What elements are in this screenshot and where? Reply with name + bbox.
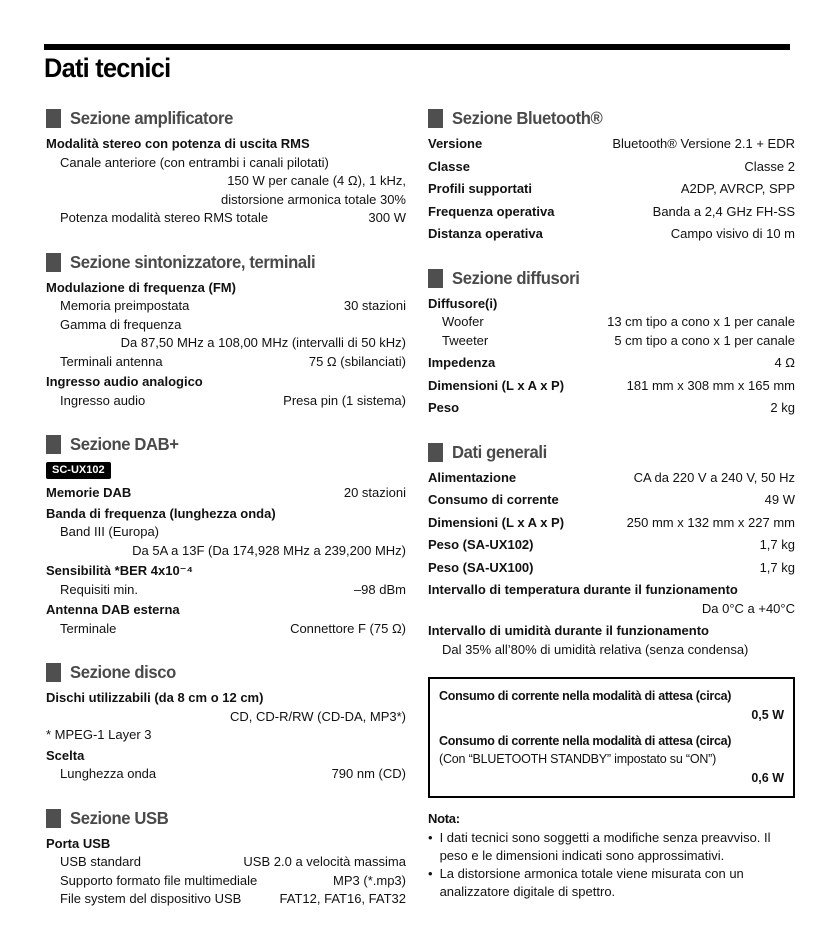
- spec-row: Modulazione di frequenza (FM): [46, 279, 236, 295]
- spec-value: 49 W: [764, 492, 795, 507]
- spec-label: USB standard: [60, 854, 141, 869]
- spec-subrow: [428, 313, 795, 332]
- spec-value: 181 mm x 308 mm x 165 mm: [626, 377, 795, 393]
- spec-row: [428, 158, 795, 177]
- spec-value: 1,7 kg: [759, 559, 795, 575]
- spec-row: Sensibilità *BER 4x10⁻⁴: [46, 563, 193, 578]
- spec-value: 75 Ω (sbilanciati): [308, 353, 406, 369]
- spec-value: Bluetooth® Versione 2.1 + EDR: [612, 136, 795, 151]
- section-square-icon: [46, 253, 61, 272]
- note-bullet: [428, 865, 795, 900]
- model-badge: SC-UX102: [46, 462, 111, 479]
- spec-value: 2 kg: [770, 400, 795, 415]
- spec-label: Memoria preimpostata: [60, 298, 190, 313]
- spec-subrow: [46, 209, 406, 228]
- spec-row: Ingresso audio analogico: [46, 374, 203, 389]
- spec-value: 250 mm x 132 mm x 227 mm: [626, 514, 795, 530]
- bullet-icon: •: [428, 830, 433, 845]
- spec-label: Peso (SA-UX102): [428, 537, 534, 552]
- note-text: I dati tecnici sono soggetti a modifiche senza preavviso. Il peso e le dimensioni indicati sono approssimativi.: [439, 830, 771, 863]
- spec-label: Memorie DAB: [46, 485, 132, 500]
- spec-value-line: Da 5A a 13F (Da 174,928 MHz a 239,200 MHz): [132, 542, 406, 558]
- notes-block: [428, 810, 795, 900]
- spec-label: Consumo di corrente: [428, 492, 559, 507]
- note-text: La distorsione armonica totale viene misurata con un analizzatore digitale di spettro.: [439, 866, 744, 899]
- spec-label: Impedenza: [428, 355, 496, 370]
- section: [428, 268, 795, 418]
- section-square-icon: [46, 109, 61, 128]
- section: [46, 252, 406, 411]
- spec-label: Frequenza operativa: [428, 203, 555, 219]
- spec-label: Potenza modalità stereo RMS totale: [60, 210, 269, 225]
- spec-value: Classe 2: [744, 158, 795, 174]
- spec-row: [428, 399, 795, 418]
- section-header: [428, 108, 795, 129]
- section-title: Sezione Bluetooth®: [452, 108, 603, 128]
- section-title: Sezione sintonizzatore, terminali: [70, 251, 316, 272]
- spec-value: A2DP, AVRCP, SPP: [680, 181, 795, 196]
- spec-label: Woofer: [442, 314, 484, 329]
- section: [46, 808, 406, 909]
- spec-value: 5 cm tipo a cono x 1 per canale: [614, 332, 795, 348]
- spec-row: [428, 469, 795, 488]
- spec-subrow: [428, 332, 795, 351]
- spec-value: 13 cm tipo a cono x 1 per canale: [607, 314, 795, 329]
- spec-row: [428, 559, 795, 578]
- spec-label: Classe: [428, 158, 470, 174]
- spec-value: USB 2.0 a velocità massima: [243, 854, 406, 869]
- section: [428, 108, 795, 244]
- note-heading: Nota:: [428, 811, 460, 826]
- spec-value-line: Da 87,50 MHz a 108,00 MHz (intervalli di 50 kHz): [120, 335, 406, 350]
- section: [46, 108, 406, 228]
- spec-subrow: [46, 353, 406, 372]
- spec-row: Dischi utilizzabili (da 8 cm o 12 cm): [46, 690, 264, 705]
- spec-row: [428, 225, 795, 244]
- spec-row: [428, 377, 795, 396]
- columns: [46, 96, 795, 909]
- box-heading: Consumo di corrente nella modalità di attesa (circa): [439, 689, 732, 703]
- spec-label: Supporto formato file multimediale: [60, 872, 258, 888]
- spec-subrow: [46, 581, 406, 600]
- spec-label: Lunghezza onda: [60, 766, 157, 781]
- spec-label: Tweeter: [442, 332, 489, 348]
- spec-value: 300 W: [368, 210, 406, 225]
- spec-label: Dimensioni (L x A x P): [428, 377, 565, 393]
- spec-value: Presa pin (1 sistema): [283, 392, 406, 408]
- spec-row: [428, 180, 795, 199]
- standby-power-box: [428, 677, 795, 798]
- section-header: [46, 434, 406, 455]
- section-square-icon: [46, 663, 61, 682]
- spec-value: MP3 (*.mp3): [333, 872, 406, 888]
- spec-label: Dimensioni (L x A x P): [428, 514, 565, 530]
- top-rule: [44, 44, 790, 50]
- spec-value: 4 Ω: [774, 355, 795, 370]
- section-square-icon: [46, 809, 61, 828]
- spec-value: 20 stazioni: [343, 485, 406, 500]
- spec-row: Porta USB: [46, 835, 111, 851]
- spec-row: Modalità stereo con potenza di uscita RMS: [46, 136, 310, 151]
- spec-label: Requisiti min.: [60, 581, 139, 597]
- spec-label: Alimentazione: [428, 469, 517, 485]
- bullet-icon: •: [428, 866, 433, 881]
- spec-subrow: Dal 35% all’80% di umidità relativa (senza condensa): [442, 641, 749, 657]
- section-header: [46, 108, 406, 129]
- section-square-icon: [428, 443, 443, 462]
- spec-subrow: Band III (Europa): [60, 524, 159, 539]
- spec-row: [428, 135, 795, 154]
- section-square-icon: [428, 109, 443, 128]
- spec-value: 790 nm (CD): [331, 766, 406, 781]
- spec-row: [46, 484, 406, 503]
- spec-value: –98 dBm: [353, 581, 406, 597]
- section: [46, 662, 406, 784]
- spec-value: FAT12, FAT16, FAT32: [279, 891, 406, 906]
- section-title: Dati generali: [452, 441, 547, 462]
- spec-label: Versione: [428, 136, 483, 151]
- right-column: [428, 96, 795, 909]
- spec-row: Intervallo di umidità durante il funzionamento: [428, 623, 709, 638]
- spec-subrow: Gamma di frequenza: [60, 316, 182, 332]
- spec-value-line: CD, CD-R/RW (CD-DA, MP3*): [230, 708, 406, 724]
- box-value: 0,5 W: [751, 708, 784, 722]
- spec-value: 1,7 kg: [759, 537, 795, 552]
- section-title: Sezione diffusori: [452, 267, 580, 288]
- spec-label: Terminale: [60, 620, 117, 636]
- left-column: [46, 96, 406, 909]
- section-title: Sezione DAB+: [70, 434, 179, 454]
- spec-label: Terminali antenna: [60, 353, 163, 369]
- spec-label: Ingresso audio: [60, 392, 146, 408]
- spec-subrow: [46, 853, 406, 872]
- footnote: * MPEG-1 Layer 3: [46, 727, 152, 742]
- section-square-icon: [46, 435, 61, 454]
- spec-label: Profili supportati: [428, 181, 532, 196]
- spec-value: Connettore F (75 Ω): [290, 620, 406, 636]
- page-title: Dati tecnici: [44, 53, 171, 83]
- spec-label: Distanza operativa: [428, 226, 543, 241]
- note-bullet: [428, 829, 795, 864]
- section-square-icon: [428, 269, 443, 288]
- spec-row: [428, 354, 795, 373]
- spec-subrow: [46, 620, 406, 639]
- box-heading: Consumo di corrente nella modalità di attesa (circa): [439, 734, 732, 748]
- spec-label: File system del dispositivo USB: [60, 891, 242, 906]
- spec-value: Banda a 2,4 GHz FH-SS: [652, 203, 795, 219]
- section-title: Sezione USB: [70, 807, 169, 828]
- spec-row: [428, 203, 795, 222]
- spec-value: 30 stazioni: [343, 298, 406, 313]
- section-title: Sezione disco: [70, 662, 176, 682]
- spec-row: Antenna DAB esterna: [46, 602, 180, 617]
- spec-subrow: [46, 872, 406, 891]
- section: [46, 434, 406, 638]
- section-header: [428, 268, 795, 289]
- spec-row: [428, 536, 795, 555]
- spec-value-line: 150 W per canale (4 Ω), 1 kHz,: [227, 173, 406, 188]
- spec-label: Peso (SA-UX100): [428, 559, 534, 575]
- section-header: [46, 252, 406, 273]
- section-header: [46, 662, 406, 683]
- model-badge-row: [46, 461, 406, 479]
- spec-row: Intervallo di temperatura durante il funzionamento: [428, 582, 738, 597]
- spec-row: Scelta: [46, 747, 85, 763]
- spec-subrow: [46, 890, 406, 909]
- section-title: Sezione amplificatore: [70, 108, 233, 128]
- spec-row: [428, 514, 795, 533]
- spec-row: Banda di frequenza (lunghezza onda): [46, 505, 276, 521]
- section-header: [428, 442, 795, 463]
- spec-value: CA da 220 V a 240 V, 50 Hz: [633, 469, 795, 485]
- spec-value-line: distorsione armonica totale 30%: [221, 191, 406, 207]
- spec-row: Diffusore(i): [428, 295, 498, 311]
- spec-label: Peso: [428, 400, 460, 415]
- spec-subrow: Canale anteriore (con entrambi i canali pilotati): [60, 154, 329, 170]
- spec-subrow: [46, 297, 406, 316]
- spec-value: Campo visivo di 10 m: [670, 226, 795, 241]
- section: [428, 442, 795, 660]
- box-value: 0,6 W: [751, 771, 784, 785]
- box-subtext: (Con “BLUETOOTH STANDBY” impostato su “ON”): [439, 752, 717, 766]
- section-header: [46, 808, 406, 829]
- spec-subrow: [46, 392, 406, 411]
- spec-row: [428, 491, 795, 510]
- spec-value-line: Da 0°C a +40°C: [701, 600, 795, 616]
- spec-subrow: [46, 765, 406, 784]
